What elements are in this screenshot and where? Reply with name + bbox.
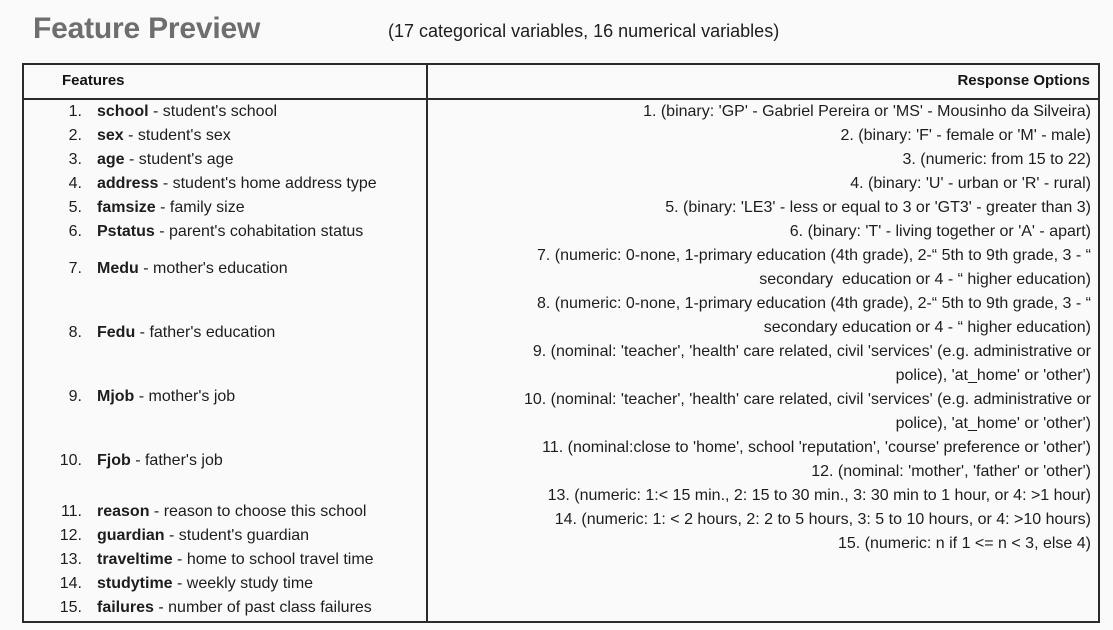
feature-name: reason bbox=[97, 503, 150, 520]
feature-description-text: - student's age bbox=[124, 151, 234, 168]
feature-description bbox=[97, 572, 313, 596]
feature-index: 15. bbox=[59, 599, 82, 616]
feature-list-item bbox=[24, 196, 426, 220]
response-option-line: 9. (nominal: 'teacher', 'health' care related, civil 'services' (e.g. administrative or bbox=[532, 343, 1091, 360]
response-option-item bbox=[428, 340, 1100, 388]
table-body bbox=[24, 100, 1098, 621]
feature-description-text: - parent's cohabitation status bbox=[154, 223, 364, 240]
feature-description bbox=[97, 500, 366, 524]
response-option-item bbox=[428, 484, 1100, 508]
response-option-item bbox=[428, 220, 1100, 244]
feature-list bbox=[24, 100, 426, 620]
response-option-item bbox=[428, 292, 1100, 340]
response-option-line: police), 'at_home' or 'other') bbox=[895, 367, 1091, 384]
response-option-line: 13. (numeric: 1:< 15 min., 2: 15 to 30 min., 3: 30 min to 1 hour, or 4: >1 hour) bbox=[547, 487, 1091, 504]
feature-index: 10. bbox=[59, 452, 82, 469]
feature-list-item bbox=[24, 172, 426, 196]
feature-list-item bbox=[24, 548, 426, 572]
feature-description bbox=[97, 196, 245, 220]
response-option-line: secondary education or 4 - “ higher education) bbox=[763, 319, 1091, 336]
feature-index: 1. bbox=[68, 103, 82, 120]
feature-description-text: - family size bbox=[155, 199, 245, 216]
response-option-item bbox=[428, 532, 1100, 556]
page-header bbox=[0, 12, 1113, 60]
feature-name: traveltime bbox=[97, 551, 173, 568]
feature-list-item bbox=[24, 148, 426, 172]
feature-index: 4. bbox=[68, 175, 82, 192]
feature-name: school bbox=[97, 103, 149, 120]
feature-list-item bbox=[24, 372, 426, 436]
feature-description-text: - student's home address type bbox=[158, 175, 377, 192]
feature-index: 8. bbox=[68, 324, 82, 341]
feature-list-item bbox=[24, 308, 426, 372]
page-title: Feature Preview bbox=[33, 12, 261, 45]
response-option-line: 3. (numeric: from 15 to 22) bbox=[902, 151, 1091, 168]
feature-index: 5. bbox=[68, 199, 82, 216]
feature-list-item bbox=[24, 244, 426, 308]
response-option-line: 15. (numeric: n if 1 <= n < 3, else 4) bbox=[837, 535, 1091, 552]
feature-name: famsize bbox=[97, 199, 156, 216]
feature-index: 14. bbox=[59, 575, 82, 592]
feature-description-text: - number of past class failures bbox=[153, 599, 372, 616]
response-option-line: police), 'at_home' or 'other') bbox=[895, 415, 1091, 432]
feature-description-text: - student's sex bbox=[123, 127, 231, 144]
feature-name: failures bbox=[97, 599, 154, 616]
response-option-item bbox=[428, 508, 1100, 532]
feature-description bbox=[97, 385, 235, 409]
column-header-features: Features bbox=[62, 72, 125, 89]
column-header-response-options: Response Options bbox=[957, 72, 1090, 89]
feature-index: 2. bbox=[68, 127, 82, 144]
response-option-item bbox=[428, 196, 1100, 220]
response-option-item bbox=[428, 460, 1100, 484]
variable-count-summary: (17 categorical variables, 16 numerical variables) bbox=[388, 21, 780, 41]
response-option-item bbox=[428, 172, 1100, 196]
feature-name: Mjob bbox=[97, 388, 135, 405]
feature-name: age bbox=[97, 151, 125, 168]
feature-index: 11. bbox=[60, 503, 82, 520]
feature-table bbox=[22, 63, 1100, 623]
feature-description bbox=[97, 148, 233, 172]
feature-description-text: - reason to choose this school bbox=[149, 503, 367, 520]
feature-description bbox=[97, 100, 277, 124]
table-header-row bbox=[24, 65, 1098, 100]
feature-description bbox=[97, 548, 374, 572]
column-divider bbox=[426, 63, 428, 623]
feature-index: 9. bbox=[68, 388, 82, 405]
response-option-line: 6. (binary: 'T' - living together or 'A' - apart) bbox=[789, 223, 1091, 240]
response-option-item bbox=[428, 388, 1100, 436]
feature-description-text: - student's school bbox=[148, 103, 278, 120]
feature-list-item bbox=[24, 524, 426, 548]
feature-description-text: - mother's education bbox=[138, 260, 288, 277]
feature-description bbox=[97, 596, 372, 620]
response-option-line: 7. (numeric: 0-none, 1-primary education (4th grade), 2-“ 5th to 9th grade, 3 - “ bbox=[536, 247, 1091, 264]
response-option-item bbox=[428, 124, 1100, 148]
response-options-column bbox=[428, 100, 1100, 621]
response-option-line: secondary education or 4 - “ higher education) bbox=[759, 271, 1091, 288]
feature-name: Medu bbox=[97, 260, 139, 277]
feature-list-item bbox=[24, 572, 426, 596]
response-option-line: 1. (binary: 'GP' - Gabriel Pereira or 'MS' - Mousinho da Silveira) bbox=[643, 103, 1091, 120]
features-column bbox=[24, 100, 426, 621]
feature-name: address bbox=[97, 175, 159, 192]
feature-name: sex bbox=[97, 127, 124, 144]
response-option-item bbox=[428, 436, 1100, 460]
response-option-line: 4. (binary: 'U' - urban or 'R' - rural) bbox=[850, 175, 1091, 192]
response-option-line: 11. (nominal:close to 'home', school 'reputation', 'course' preference or 'other') bbox=[542, 439, 1091, 456]
response-option-line: 2. (binary: 'F' - female or 'M' - male) bbox=[840, 127, 1091, 144]
feature-description-text: - father's education bbox=[135, 324, 276, 341]
response-option-line: 5. (binary: 'LE3' - less or equal to 3 or 'GT3' - greater than 3) bbox=[665, 199, 1091, 216]
feature-description bbox=[97, 257, 288, 281]
feature-list-item bbox=[24, 100, 426, 124]
response-option-line: 8. (numeric: 0-none, 1-primary education (4th grade), 2-“ 5th to 9th grade, 3 - “ bbox=[536, 295, 1091, 312]
feature-description bbox=[97, 124, 231, 148]
response-option-item bbox=[428, 148, 1100, 172]
response-option-line: 10. (nominal: 'teacher', 'health' care related, civil 'services' (e.g. administrative or bbox=[523, 391, 1091, 408]
response-options-list bbox=[428, 100, 1100, 556]
feature-description-text: - student's guardian bbox=[164, 527, 310, 544]
feature-list-item bbox=[24, 596, 426, 620]
feature-description-text: - weekly study time bbox=[172, 575, 314, 592]
feature-name: guardian bbox=[97, 527, 165, 544]
feature-list-item bbox=[24, 500, 426, 524]
feature-description bbox=[97, 220, 363, 244]
feature-name: Fedu bbox=[97, 324, 136, 341]
feature-name: Pstatus bbox=[97, 223, 155, 240]
response-option-item bbox=[428, 244, 1100, 292]
feature-index: 3. bbox=[68, 151, 82, 168]
feature-description bbox=[97, 524, 309, 548]
feature-index: 13. bbox=[59, 551, 82, 568]
feature-description-text: - home to school travel time bbox=[172, 551, 374, 568]
feature-list-item bbox=[24, 220, 426, 244]
feature-description bbox=[97, 321, 275, 345]
feature-name: Fjob bbox=[97, 452, 131, 469]
feature-description-text: - mother's job bbox=[134, 388, 236, 405]
feature-name: studytime bbox=[97, 575, 173, 592]
feature-list-item bbox=[24, 124, 426, 148]
feature-index: 7. bbox=[68, 260, 82, 277]
response-option-line: 12. (nominal: 'mother', 'father' or 'other') bbox=[811, 463, 1091, 480]
feature-description bbox=[97, 172, 377, 196]
feature-index: 6. bbox=[68, 223, 82, 240]
feature-list-item bbox=[24, 436, 426, 500]
feature-description bbox=[97, 449, 223, 473]
response-option-item bbox=[428, 100, 1100, 124]
feature-description-text: - father's job bbox=[130, 452, 223, 469]
response-option-line: 14. (numeric: 1: < 2 hours, 2: 2 to 5 hours, 3: 5 to 10 hours, or 4: >10 hours) bbox=[554, 511, 1091, 528]
feature-index: 12. bbox=[59, 527, 82, 544]
